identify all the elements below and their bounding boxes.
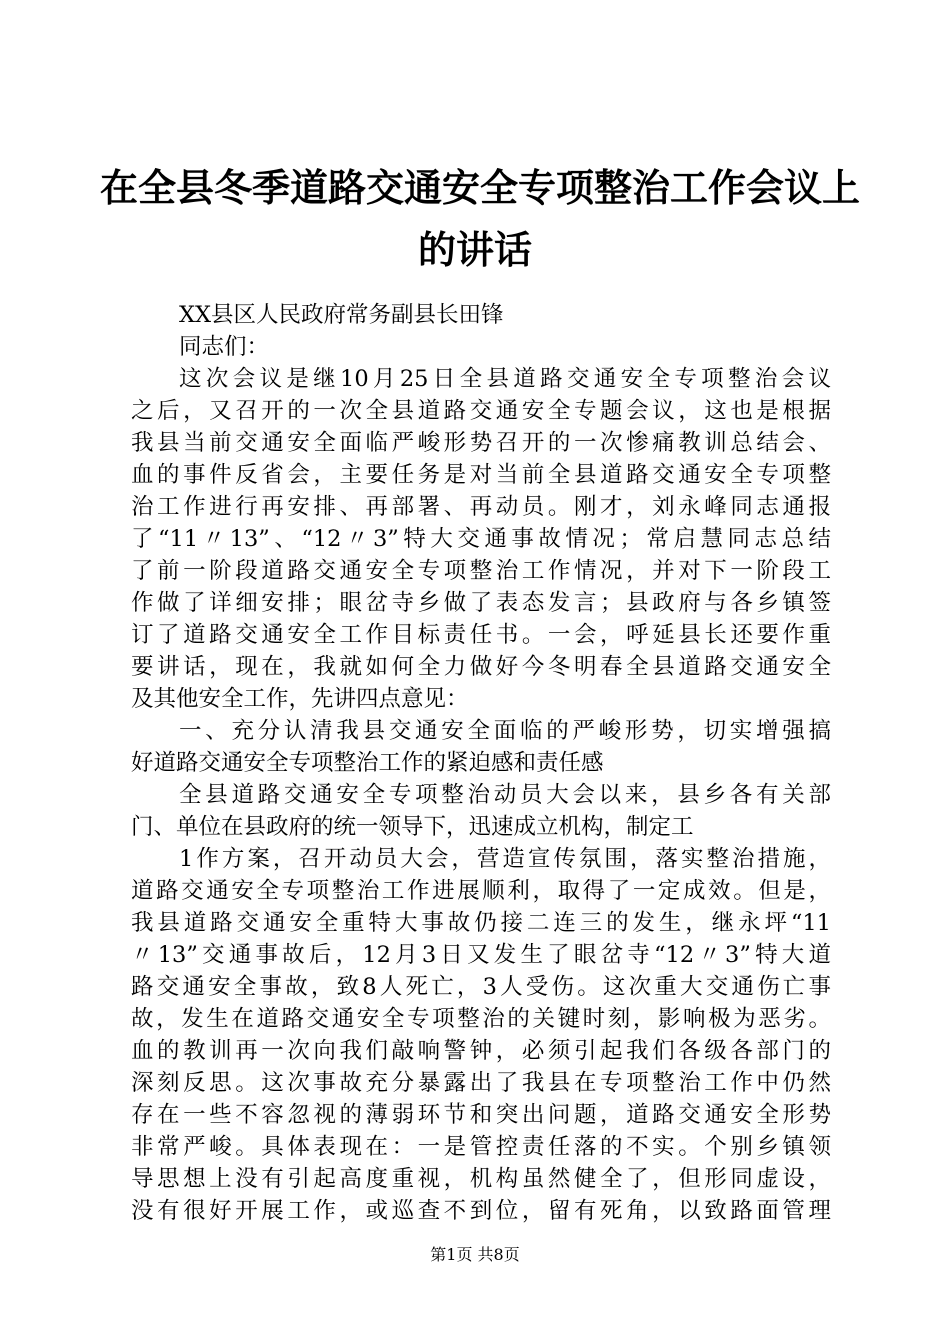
paragraph-3-line: 血的教训再一次向我们敲响警钟，必须引起我们各级各部门的 xyxy=(131,1038,831,1064)
paragraph-3-line: 存在一些不容忽视的薄弱环节和突出问题，道路交通安全形势 xyxy=(131,1102,831,1128)
paragraph-3-line: 我县道路交通安全重特大事故仍接二连三的发生，继永坪“11 xyxy=(131,910,831,936)
paragraph-3-line: 〃13”交通事故后，12月3日又发生了眼岔寺“12〃3”特大道 xyxy=(131,942,831,968)
paragraph-1-line: 了“11〃13”、“12〃3”特大交通事故情况；常启慧同志总结 xyxy=(131,526,831,552)
page-footer: 第1页 共8页 xyxy=(430,1245,520,1264)
paragraph-3-line: 非常严峻。具体表现在：一是管控责任落的不实。个别乡镇领 xyxy=(131,1134,831,1160)
paragraph-1-line: 之后，又召开的一次全县道路交通安全专题会议，这也是根据 xyxy=(131,398,831,424)
paragraph-3-line: 没有很好开展工作，或巡查不到位，留有死角，以致路面管理 xyxy=(131,1198,831,1224)
paragraph-1-line: 我县当前交通安全面临严峻形势召开的一次惨痛教训总结会、 xyxy=(131,430,831,456)
author-line: XX县区人民政府常务副县长田锋 xyxy=(179,302,504,328)
paragraph-1-line: 血的事件反省会，主要任务是对当前全县道路交通安全专项整 xyxy=(131,462,831,488)
paragraph-3-line: 故，发生在道路交通安全专项整治的关键时刻，影响极为恶劣。 xyxy=(131,1006,831,1032)
paragraph-1-line: 这次会议是继10月25日全县道路交通安全专项整治会议 xyxy=(179,366,831,392)
paragraph-1-line: 了前一阶段道路交通安全专项整治工作情况，并对下一阶段工 xyxy=(131,558,831,584)
paragraph-3-line: 路交通安全事故，致8人死亡，3人受伤。这次重大交通伤亡事 xyxy=(131,974,831,1000)
section-heading-line: 一、充分认清我县交通安全面临的严峻形势，切实增强搞 xyxy=(179,718,831,744)
section-heading-line: 好道路交通安全专项整治工作的紧迫感和责任感 xyxy=(131,750,604,776)
paragraph-1-line: 及其他安全工作，先讲四点意见： xyxy=(131,686,469,712)
paragraph-2-line: 全县道路交通安全专项整治动员大会以来，县乡各有关部 xyxy=(179,782,831,808)
document-title-line-1: 在全县冬季道路交通安全专项整治工作会议上 xyxy=(100,166,861,210)
paragraph-3-line: 1作方案，召开动员大会，营造宣传氛围，落实整治措施， xyxy=(179,846,831,872)
salutation: 同志们： xyxy=(179,334,270,360)
paragraph-3-line: 导思想上没有引起高度重视，机构虽然健全了，但形同虚设， xyxy=(131,1166,831,1192)
paragraph-3-line: 深刻反思。这次事故充分暴露出了我县在专项整治工作中仍然 xyxy=(131,1070,831,1096)
paragraph-1-line: 治工作进行再安排、再部署、再动员。刚才，刘永峰同志通报 xyxy=(131,494,831,520)
document-title-line-2: 的讲话 xyxy=(417,228,532,272)
paragraph-2-line: 门、单位在县政府的统一领导下，迅速成立机构，制定工 xyxy=(131,814,694,840)
paragraph-3-line: 道路交通安全专项整治工作进展顺利，取得了一定成效。但是， xyxy=(131,878,831,904)
paragraph-1-line: 订了道路交通安全工作目标责任书。一会，呼延县长还要作重 xyxy=(131,622,831,648)
paragraph-1-line: 要讲话，现在，我就如何全力做好今冬明春全县道路交通安全 xyxy=(131,654,831,680)
paragraph-1-line: 作做了详细安排；眼岔寺乡做了表态发言；县政府与各乡镇签 xyxy=(131,590,831,616)
